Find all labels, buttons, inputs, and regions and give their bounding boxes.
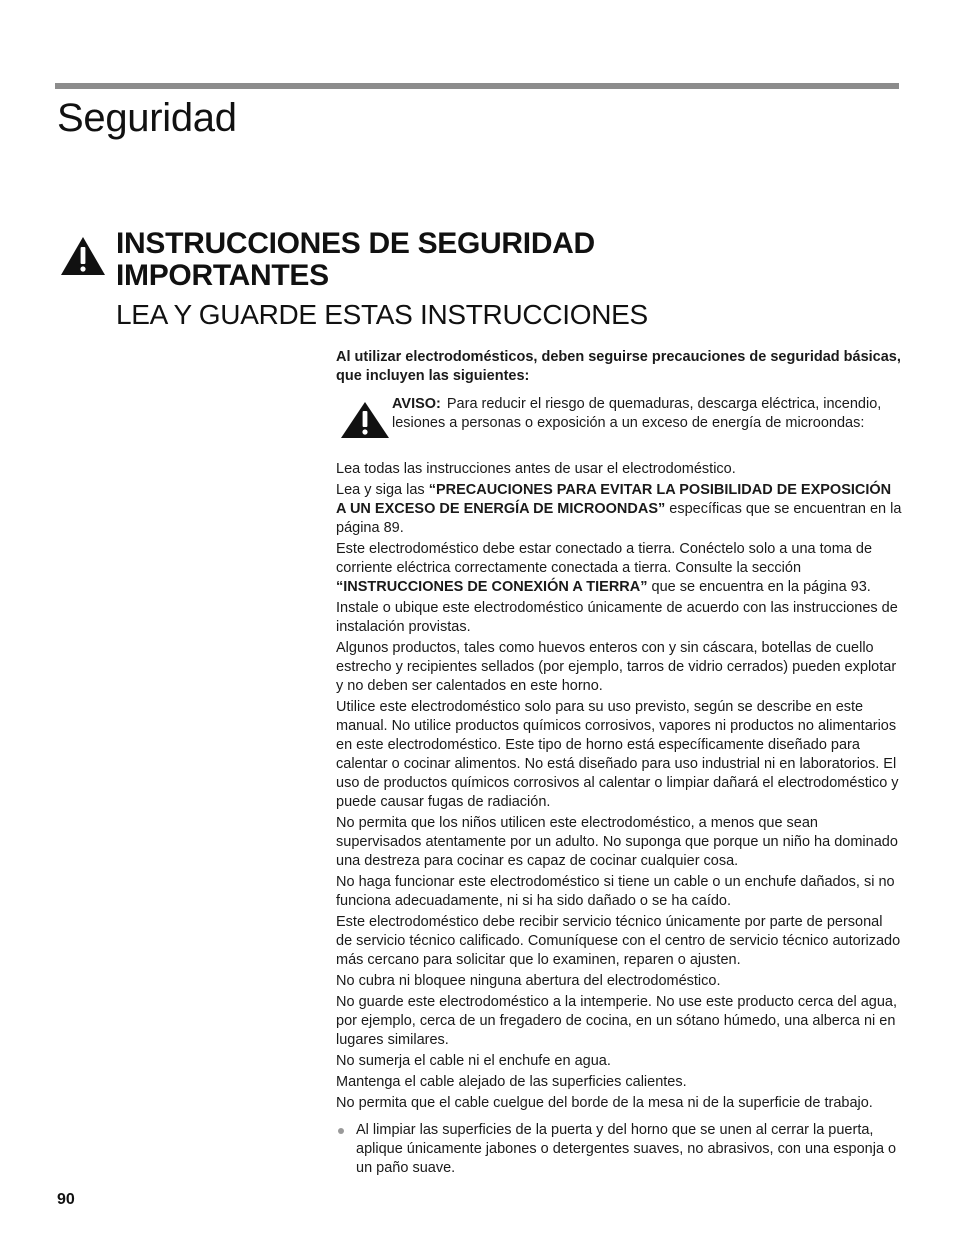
instruction-emphasis: “PRECAUCIONES PARA EVITAR LA POSIBILIDAD DE EXPOSICIÓN A UN EXCESO DE ENERGÍA DE MICROONDAS” — [336, 482, 892, 517]
instruction-item — [336, 993, 902, 1050]
instruction-item — [336, 1094, 902, 1113]
safety-instructions — [336, 348, 902, 1178]
warning-label: AVISO: — [392, 396, 441, 412]
instruction-list — [336, 460, 902, 1113]
instruction-text: No permita que los niños utilicen este electrodoméstico, a menos que sean supervisados atentamente por un adulto. No suponga que porque un niño ha dominado una destreza para cocinar es capaz de cocinar cualquier cosa. — [336, 815, 898, 869]
instruction-text: Utilice este electrodoméstico solo para su uso previsto, según se describe en este manual. No utilice productos químicos corrosivos, vapores ni productos no alimentarios en este electrodoméstico. Este tipo de horno está específicamente diseñado para calentar o cocinar alimentos. No está diseñado para uso industrial ni en laboratorios. El uso de productos químicos corrosivos al calentar o limpiar dañará el electrodoméstico y puede causar fugas de radiación. — [336, 699, 899, 810]
instruction-text: No guarde este electrodoméstico a la intemperie. No use este producto cerca del agua, por ejemplo, cerca de un fregadero de cocina, en un sótano húmedo, una alberca ni en lugares similares. — [336, 994, 897, 1048]
instruction-text: Lea y siga las — [336, 482, 429, 498]
instruction-text: Lea todas las instrucciones antes de usar el electrodoméstico. — [336, 461, 736, 477]
bullet-text: Al limpiar las superficies de la puerta y del horno que se unen al cerrar la puerta, aplique únicamente jabones o detergentes suaves, no abrasivos, con una esponja o un paño suave. — [356, 1122, 897, 1176]
instruction-emphasis: “INSTRUCCIONES DE CONEXIÓN A TIERRA” — [336, 579, 648, 595]
instruction-item — [336, 1073, 902, 1092]
instruction-item — [336, 481, 902, 538]
bullet-item — [336, 1121, 902, 1178]
instruction-text: No cubra ni bloquee ninguna abertura del electrodoméstico. — [336, 973, 721, 989]
instruction-text: Este electrodoméstico debe estar conectado a tierra. Conéctelo solo a una toma de corriente eléctrica correctamente conectada a tierra. Consulte la sección — [336, 541, 873, 576]
warning-text — [392, 395, 902, 433]
instruction-item — [336, 639, 902, 696]
bullet-icon — [338, 1128, 344, 1134]
section-heading: INSTRUCCIONES DE SEGURIDAD IMPORTANTES — [116, 227, 595, 292]
instruction-text: Este electrodoméstico debe recibir servicio técnico únicamente por parte de personal de servicio técnico calificado. Comuníquese con el centro de servicio técnico autorizado más cercano para solicitar que lo examinen, reparen o ajusten. — [336, 914, 901, 968]
instruction-text: Mantenga el cable alejado de las superficies calientes. — [336, 1074, 687, 1090]
instruction-item — [336, 599, 902, 637]
instruction-item — [336, 814, 902, 871]
instruction-item — [336, 873, 902, 911]
instruction-text: Algunos productos, tales como huevos enteros con y sin cáscara, botellas de cuello estrecho y recipientes sellados (por ejemplo, tarros de vidrio cerrados) pueden explotar y no deben ser calentados en este horno. — [336, 640, 897, 694]
instruction-text: que se encuentra en la página 93. — [647, 579, 871, 595]
instruction-text: No haga funcionar este electrodoméstico si tiene un cable o un enchufe dañados, si no funciona adecuadamente, ni si ha sido dañado o se ha caído. — [336, 874, 895, 909]
intro-text: Al utilizar electrodomésticos, deben seguirse precauciones de seguridad básicas, que incluyen las siguientes: — [336, 349, 901, 384]
page-title: Seguridad — [57, 96, 237, 140]
instruction-item — [336, 460, 902, 479]
warning-block — [336, 395, 902, 453]
instruction-item — [336, 913, 902, 970]
warning-triangle-icon — [340, 401, 390, 439]
instruction-item — [336, 972, 902, 991]
warning-triangle-icon — [60, 236, 106, 276]
warning-body: Para reducir el riesgo de quemaduras, descarga eléctrica, incendio, lesiones a personas o exposición a un exceso de energía de microondas: — [392, 396, 882, 431]
instruction-text: Instale o ubique este electrodoméstico únicamente de acuerdo con las instrucciones de instalación provistas. — [336, 600, 898, 635]
instruction-item — [336, 540, 902, 597]
instruction-item — [336, 698, 902, 812]
top-rule — [55, 83, 899, 89]
instruction-text: No permita que el cable cuelgue del borde de la mesa ni de la superficie de trabajo. — [336, 1095, 873, 1111]
instruction-item — [336, 1052, 902, 1071]
section-subheading: LEA Y GUARDE ESTAS INSTRUCCIONES — [116, 299, 648, 330]
instruction-text: No sumerja el cable ni el enchufe en agua. — [336, 1053, 611, 1069]
instruction-text: específicas que se encuentran en la página 89. — [336, 501, 902, 536]
page-number: 90 — [57, 1191, 75, 1208]
